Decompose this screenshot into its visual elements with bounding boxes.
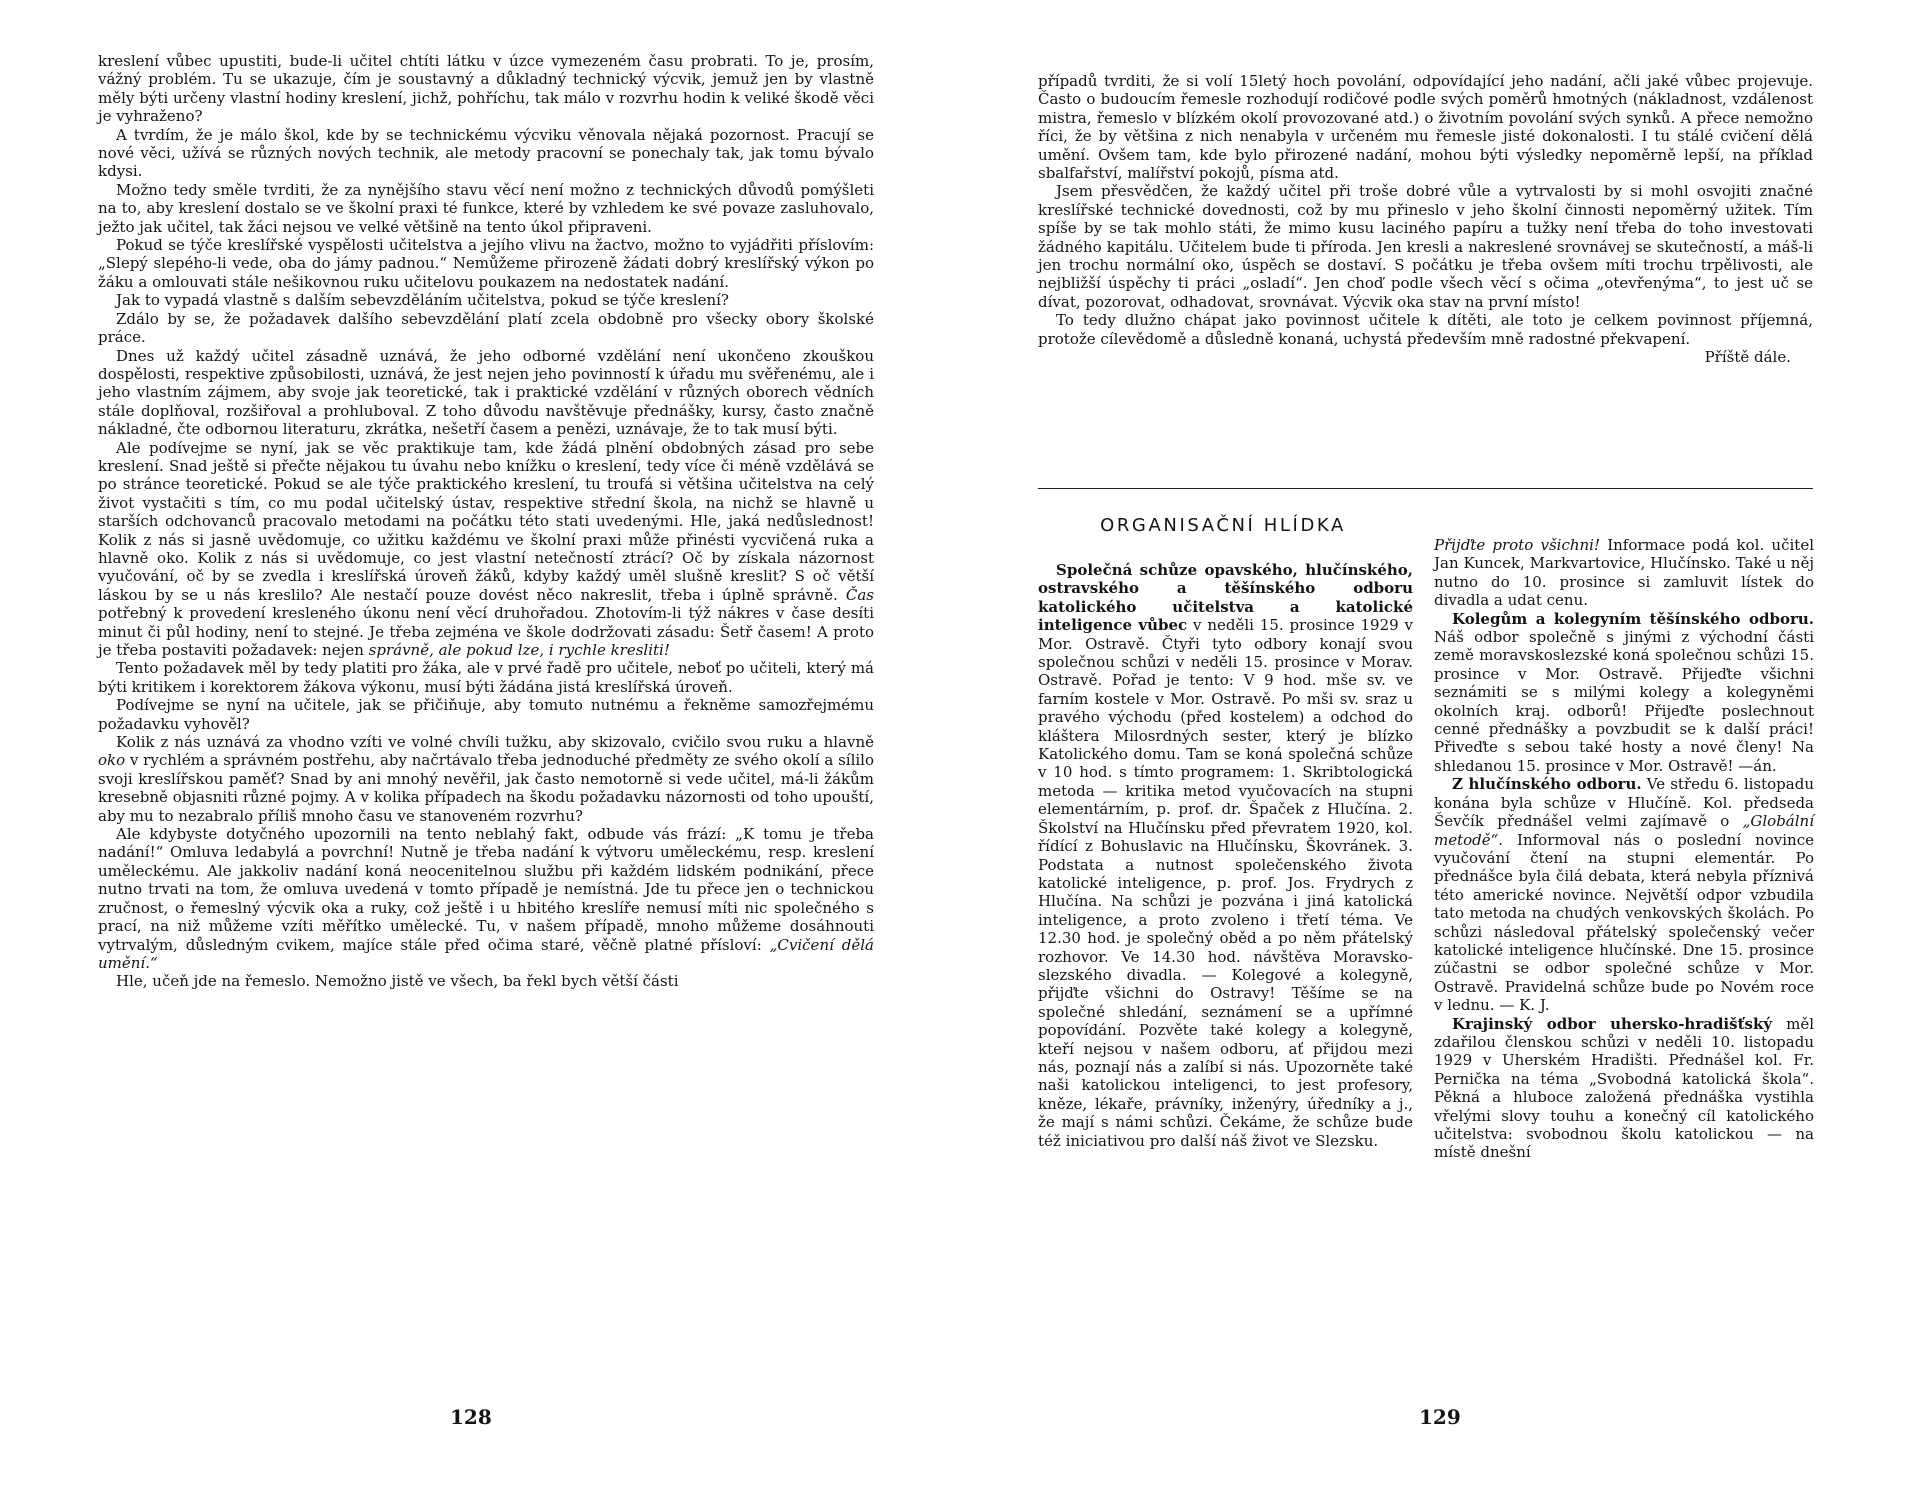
paragraph: Pokud se týče kreslířské vyspělosti učitelstva a jejího vlivu na žactvo, možno to vyjádřiti příslovím: „Slepý slepého-li vede, oba do jámy padnou.“ Nemůžeme přirozeně žádati dobrý kreslířský výkon po žáku a omlouvati stále nešikovnou ruku učitelovu poukazem na nedostatek nadání. — [98, 236, 874, 291]
emphasis: oko — [98, 751, 126, 770]
left-page-text — [98, 52, 874, 991]
paragraph — [1038, 561, 1413, 1150]
item-heading: Krajinský odbor uhersko-hradišťský — [1452, 1014, 1773, 1033]
text-run: Informace podá kol. učitel Jan Kuncek, Markvartovice, Hlučínsko. Také u něj nutno do 10. prosince si zamluvit lístek do divadla a udat cenu. — [1434, 536, 1814, 610]
page-number: 129 — [1419, 1405, 1461, 1429]
text-run: potřebný k provedení kresleného úkonu není věcí druhořadou. Zhotovím-li týž nákres v čase desíti minut či půl hodiny, není to stejné. Je třeba zejména ve škole dodržovati zásadu: Šetř časem! A proto je třeba postaviti požadavek: nejen — [98, 604, 874, 659]
right-page-top-text — [1038, 72, 1813, 367]
text-run: v rychlém a správném postřehu, aby načrtávalo třeba jednoduché předměty ze svého okolí a sílilo svoji kreslířskou paměť? Snad by ani mnohý nevěřil, jak často nemotorně si vede učitel, má-li žákům kresebně objasniti různé pojmy. A v kolika případech na škodu požadavku názornosti od toho upouští, aby mu to nezabralo příliš mnoho času ve stanoveném rozvrhu? — [98, 751, 874, 825]
paragraph: kreslení vůbec upustiti, bude-li učitel chtíti látku v úzce vymezeném času probrati. To je, prosím, vážný problém. Tu se ukazuje, čím je soustavný a důkladný technický výcvik, jemuž jen by vlastně měly býti určeny vlastní hodiny kreslení, jichž, pohříchu, tak málo v rozvrhu hodin k veliké škodě věci je vyhraženo? — [98, 52, 874, 126]
continued-note: Příště dále. — [1704, 348, 1791, 367]
text-run: Informoval nás o poslední novince vyučování čtení na stupni elementár. Po přednášce byla čilá debata, která nebyla příznivá této americké novince. Největší odpor vzbudila tato metoda na chudých venkovských školách. Po schůzi následoval přátelský společenský večer katolické inteligence hlučínské. Dne 15. prosince zúčastni se odbor společné schůze v Mor. Ostravě. Pravidelná schůze bude po Novém roce v lednu. — K. J. — [1434, 830, 1814, 1015]
text-run: Ve středu 6. listopadu konána byla schůze v Hlučíně. Kol. předseda Ševčík přednášel velmi zajímavě o — [1434, 775, 1814, 831]
right-page — [953, 0, 1906, 1500]
text-run: To tedy dlužno chápat jako povinnost učitele k dítěti, ale toto je celkem povinnost příjemná, protože cílevědomě a důsledně konaná, uchystá především mně radostné překvapení. — [1038, 311, 1813, 348]
column-right — [1434, 536, 1814, 1162]
paragraph: Hle, učeň jde na řemeslo. Nemožno jistě ve všech, ba řekl bych větší části — [116, 972, 679, 991]
section-divider — [1038, 488, 1813, 489]
paragraph — [1434, 536, 1814, 610]
column-left — [1038, 561, 1413, 1150]
paragraph — [98, 439, 874, 660]
paragraph: Tento požadavek měl by tedy platiti pro žáka, ale v prvé řadě pro učitele, neboť po učiteli, který má býti kritikem i korektorem žákova výkonu, musí býti žádána jistá kreslířská úroveň. — [98, 659, 874, 696]
paragraph: Zdálo by se, že požadavek dalšího sebevzdělání platí zcela obdobně pro všecky obory školské práce. — [98, 309, 874, 347]
paragraph: Jak to vypadá vlastně s dalším sebevzděláním učitelstva, pokud se týče kreslení? — [116, 291, 729, 310]
emphasis: „Globální metodě“. — [1434, 812, 1814, 849]
text-run: měl zdařilou členskou schůzi v neděli 10. listopadu 1929 v Uherském Hradišti. Přednášel kol. Fr. Pernička na téma „Svobodná katolická škola“. Pěkná a hluboce založená přednáška vystihla vřelými slovy touhu a konečný cíl katolického učitelstva: svobodnou školu katolickou — na místě dnešní — [1434, 1014, 1814, 1162]
paragraph: Podívejme se nyní na učitele, jak se přičiňuje, aby tomuto nutnému a řekněme samozřejmému požadavku vyhověl? — [98, 696, 874, 733]
emphasis: Přijďte proto všichni! — [1434, 536, 1600, 554]
text-run: v neděli 15. prosince 1929 v Mor. Ostravě. Čtyři tyto odbory konají svou společnou schůzi v neděli 15. prosince v Morav. Ostravě. Pořad je tento: V 9 hod. mše sv. ve farním kostele v Mor. Ostravě. Po mši sv. sraz u pravého východu (před kostelem) a odchod do kláštera Milosrdných sester, který je blízko Katolického domu. Tam se koná společná schůze v 10 hod. s tímto programem: 1. Skribtologická metoda — kritika metod vyučovacích na stupni elementárním, p. prof. dr. Špaček z Hlučína. 2. Školství na Hlučínsku před převratem 1920, kol. řídící z Bohuslavic na Hlučínsku, Škovránek. 3. Podstata a nutnost společenského života katolické inteligence, p. prof. Jos. Frydrych z Hlučína. Na schůzi je pozvána i jiná katolická inteligence, a proto zvoleno i třetí téma. Ve 12.30 hod. je společný oběd a po něm přátelský rozhovor. Ve 14.30 hod. návštěva Moravsko-slezského divadla. — Kolegové a kolegyně, přijďte všichni do Ostravy! Těšíme se na společné shledání, seznámení se a upřímné popovídání. Pozvěte také kolegy a kolegyně, kteří nejsou v našem odboru, ať přijdou mezi nás, poznají nás a zalíbí si nás. Upozorněte také naši katolickou inteligenci, to jest profesory, kněze, lékaře, právníky, inženýry, úředníky a j., že mají s námi schůzi. Čekáme, že schůze bude též iniciativou pro další náš život ve Slezsku. — [1038, 616, 1413, 1150]
paragraph — [98, 733, 874, 825]
emphasis: správně, ale pokud lze, i rychle kresliti! — [368, 641, 670, 659]
text-run: Ale kdybyste dotyčného upozornili na tento neblahý fakt, odbude vás frází: „K tomu je třeba nadání!“ Omluva ledabylá a povrchní! Nutně je třeba nadání k výtvoru uměleckému, resp. kreslení uměleckému. Ale jakkoliv nadání koná neocenitelnou službu při každém lidském podnikání, přece nutno trvati na tom, že omluva uvedená v tomto případě je nemístná. Jde tu přece jen o technickou zručnost, o řemeslný výcvik oka a ruky, což ještě i u hbitého kreslíře nemusí míti nic společného s prací, na niž můžeme vzíti měřítko umělecké. Tu, v našem případě, mnoho můžeme dosáhnouti vytrvalým, důsledným cvikem, majíce stále před očima staré, věčně platné přísloví: — [98, 825, 874, 954]
paragraph — [1434, 775, 1814, 1014]
paragraph: případů tvrditi, že si volí 15letý hoch povolání, odpovídající jeho nadání, ačli jaké vůbec projevuje. Často o budoucím řemesle rozhodují rodičové podle svých poměrů hmotných (nákladnost, vzdálenost mistra, řemeslo v blízkém okolí provozované atd.) o životním povolání svých synků. A přece nemožno říci, že by většina z nich nenabyla v určeném mu řemesle jisté dokonalosti. I tu stálé cvičení dělá umění. Ovšem tam, kde bylo přirozené nadání, mohou býti výsledky nepoměrně lepší, na příklad sbalfařství, malířství pokojů, písma atd. — [1038, 72, 1813, 183]
page-number: 128 — [450, 1405, 492, 1429]
paragraph — [1434, 1015, 1814, 1162]
item-heading: Společná schůze opavského, hlučínského, ostravského a těšínského odboru katolického učitelstva a katolické inteligence vůbec — [1038, 561, 1413, 635]
text-run: Ale podívejme se nyní, jak se věc praktikuje tam, kde žádá plnění obdobných zásad pro sebe kreslení. Snad ještě si přečte nějakou tu úvahu nebo knížku o kreslení, tedy více či méně vzdělává se po stránce teoretické. Pokud se ale týče praktického kreslení, tu troufá si většina učitelstva na celý život vystačiti s tím, co mu podal učitelský ústav, respektive střední škola, na nichž se hlavně u starších odchovanců pracovalo metodami na počátku této stati uvedenými. Hle, jaká nedůslednost! Kolik z nás si jasně uvědomuje, co užitku každému ve školní praxi může přinésti vycvičená ruka a hlavně oko. Kolik z nás si uvědomuje, co jest vlastní netečností ztrácí? Oč by získala názornost vyučování, oč by se zvedla i kreslířská úroveň žáků, kdyby každý uměl slušně kreslit? S oč větší láskou by se u nás kreslilo? Ale nestačí pouze dovést něco nakreslit, třeba i úplně správně. — [98, 438, 874, 604]
section-title: ORGANISAČNÍ HLÍDKA — [1100, 515, 1346, 536]
item-heading: Kolegům a kolegyním těšínského odboru. — [1452, 609, 1814, 628]
emphasis: Čas — [845, 585, 874, 604]
paragraph: Možno tedy směle tvrditi, že za nynějšího stavu věcí není možno z technických důvodů pomýšleti na to, aby kreslení dostalo se ve školní praxi té funkce, které by vzhledem ke své povaze zasluhovalo, ježto jak učitel, tak žáci nejsou ve velké většině na tento úkol připraveni. — [98, 180, 874, 236]
item-heading: Z hlučínského odboru. — [1452, 775, 1642, 794]
paragraph: Jsem přesvědčen, že každý učitel při troše dobré vůle a vytrvalosti by si mohl osvojiti značné kreslířské technické dovednosti, což by mu přineslo v jeho školní činnosti nepoměrný užitek. Tím spíše by se tak mohlo státi, že mimo kusu laciného papíru a tužky není třeba do toho investovati žádného kapitálu. Učitelem bude ti příroda. Jen kresli a nakreslené srovnávej se skutečností, a máš-li jen trochu normální oko, úspěch se dostaví. S počátku je třeba ovšem míti trochu trpělivosti, ale nejbližší úspěchy ti práci „osladí“. Jen choď podle všech věcí s očima „otevřenýma“, to jest uč se dívat, pozorovat, odhadovat, srovnávat. Výcvik oka stav na první místo! — [1038, 182, 1813, 311]
text-run: Náš odbor společně s jinými z východní části země moravskoslezské koná společnou schůzi 15. prosince v Mor. Ostravě. Přijeďte všichni seznámiti se s milými kolegy a kolegyněmi okolních kraj. odborů! Přijeďte poslechnout cenné přednášky a povzbudit se k další práci! Přiveďte s sebou také hosty a nové členy! Na shledanou 15. prosince v Mor. Ostravě! —án. — [1434, 628, 1814, 775]
text-run: Kolik z nás uznává za vhodno vzíti ve volné chvíli tužku, aby skizovalo, cvičilo svou ruku a hlavně — [116, 733, 874, 752]
paragraph — [1038, 311, 1813, 366]
paragraph — [1434, 610, 1814, 776]
paragraph: A tvrdím, že je málo škol, kde by se technickému výcviku věnovala nějaká pozornost. Pracují se nové věci, užívá se různých nových technik, ale metody pracovní se ponechaly tak, jak tomu bývalo kdysi. — [98, 125, 874, 181]
emphasis: „Cvičení dělá umění.“ — [98, 935, 874, 972]
paragraph — [98, 825, 874, 972]
paragraph: Dnes už každý učitel zásadně uznává, že jeho odborné vzdělání není ukončeno zkouškou dospělosti, respektive způsobilosti, uznává, že jest nejen jeho povinností k úřadu mu svěřenému, ale i jeho vlastním zájmem, aby svoje jak teoretické, tak i praktické vzdělání v různých oborech vědních stále doplňoval, rozšiřoval a prohluboval. Z toho důvodu navštěvuje přednášky, kursy, často značně nákladné, čte odbornou literaturu, zkrátka, nešetří časem a penězi, uznávaje, že to tak musí býti. — [98, 346, 874, 439]
